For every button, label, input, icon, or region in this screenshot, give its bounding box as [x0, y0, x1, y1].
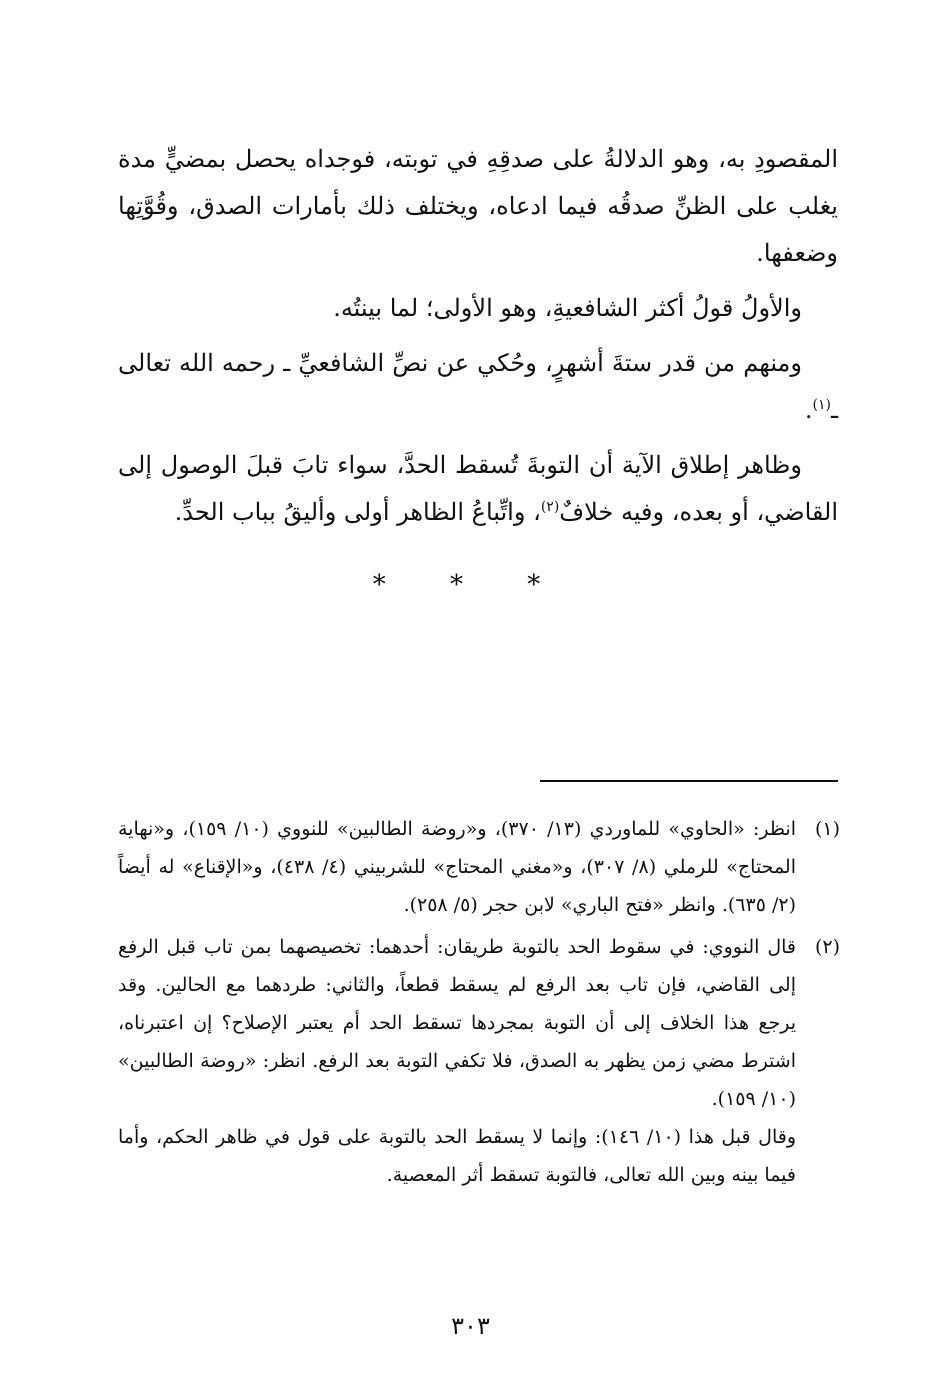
paragraph-1-text: المقصودِ به، وهو الدلالةُ على صدقِهِ في توبته، فوجداه يحصل بمضيٍّ مدة يغلب على الظنِّ صدقُه فيما ادعاه، ويختلف ذلك بأمارات الصدق، وقُوَّتِها وضعفها.	[118, 145, 838, 267]
section-separator: * * *	[372, 570, 569, 600]
footnote-2-body	[118, 928, 796, 1194]
paragraph-1	[118, 136, 838, 277]
footnote-divider	[540, 780, 838, 782]
paragraph-4	[118, 442, 838, 536]
footnote-ref-1[interactable]: (١)	[812, 397, 831, 413]
page-number: ٣٠٣	[451, 1312, 490, 1340]
footnote-ref-2[interactable]: (٢)	[540, 499, 560, 515]
paragraph-2-text: والأولُ قولُ أكثر الشافعيةِ، وهو الأولى؛ لما بينتُه.	[333, 294, 802, 322]
footnote-1	[118, 810, 840, 924]
footnote-1-body	[118, 810, 796, 924]
paragraph-4-tail: ، واتِّباعُ الظاهر أولى وأليقُ بباب الحدِّ.	[174, 498, 541, 526]
paragraph-3-tail: .	[804, 396, 813, 424]
paragraph-4-text: وظاهر إطلاق الآية أن التوبةَ تُسقط الحدَّ، سواء تابَ قبلَ الوصول إلى القاضي، أو بعده، وفيه خلافٌ	[118, 451, 838, 526]
main-text-body	[118, 136, 838, 544]
footnote-1-line-1: انظر: «الحاوي» للماوردي (١٣/ ٣٧٠)، و«روضة الطالبين» للنووي (١٠/ ١٥٩)، و«نهاية المحتاج» للرملي (٨/ ٣٠٧)، و«مغني المحتاج» للشربيني (٤/ ٤٣٨)، و«الإقناع» له أيضاً (٢/ ٦٣٥). وانظر «فتح الباري» لابن حجر (٥/ ٢٥٨).	[118, 818, 796, 916]
footnote-1-number: (١)	[814, 818, 840, 840]
footnotes-section	[118, 810, 840, 1198]
footnote-2-line-1: قال النووي: في سقوط الحد بالتوبة طريقان: أحدهما: تخصيصهما بمن تاب قبل الرفع إلى القاضي، فإن تاب بعد الرفع لم يسقط قطعاً، والثاني: طردهما مع الحالين. وقد يرجع هذا الخلاف إلى أن التوبة بمجردها تسقط الحد أم يعتبر الإصلاح؟ إن اعتبرناه، اشترط مضي زمن يظهر به الصدق، فلا تكفي التوبة بعد الرفع. انظر: «روضة الطالبين» (١٠/ ١٥٩).	[118, 936, 796, 1110]
paragraph-2	[118, 285, 838, 332]
footnote-2	[118, 928, 840, 1194]
paragraph-3-text: ومنهم من قدر ستةَ أشهرٍ، وحُكي عن نصِّ الشافعيِّ ـ رحمه الله تعالى ـ	[118, 349, 838, 424]
footnote-2-line-2: وقال قبل هذا (١٠/ ١٤٦): وإنما لا يسقط الحد بالتوبة على قول في ظاهر الحكم، وأما فيما بينه وبين الله تعالى، فالتوبة تسقط أثر المعصية.	[118, 1126, 797, 1186]
footnote-2-number: (٢)	[814, 936, 840, 958]
paragraph-3	[118, 340, 838, 434]
